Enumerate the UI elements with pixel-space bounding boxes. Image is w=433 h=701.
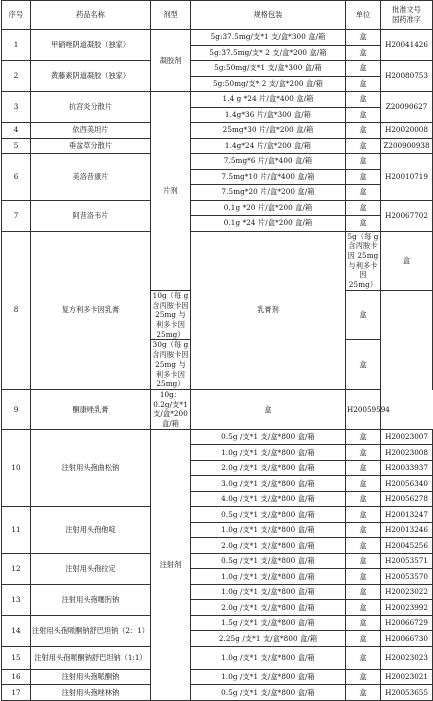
- cell-spec-package: 0.5g /支*1 支/盒*800 盒/箱: [191, 553, 346, 569]
- cell-drug-name: 注射用头孢拉定: [31, 553, 151, 584]
- cell-unit: 盒: [346, 615, 381, 631]
- cell-spec-package: 3.0g /支*1 支/盒*800 盒/箱: [191, 476, 346, 492]
- cell-approval-no: H20013246: [381, 522, 433, 538]
- cell-spec-package: 1.4 g *24 片/盒*400 盒/箱: [191, 92, 346, 108]
- table-row: [2, 507, 433, 523]
- cell-no: 14: [2, 615, 31, 646]
- cell-approval-no: Z200900938: [381, 138, 433, 154]
- cell-spec-package: 7.5mg*6 片/盒*400 盒/箱: [191, 154, 346, 170]
- cell-spec-package: 0.1g *24 片/盒*200 盒/箱: [191, 216, 346, 232]
- cell-spec-package: 1.4g*24 片/盒*200 盒/箱: [191, 138, 346, 154]
- cell-spec-package: 5g:37.5mg/支* 2 支/盒*200 盒/箱: [191, 45, 346, 61]
- cell-drug-name: 复方利多卡因乳膏: [31, 231, 151, 390]
- cell-approval-no: H20053570: [381, 569, 433, 585]
- cell-spec-package: 1.0g /支*1 支/盒*800 盒/箱: [191, 584, 346, 600]
- table-row: [2, 584, 433, 600]
- cell-no: 4: [2, 123, 31, 139]
- cell-unit: 盒: [346, 538, 381, 554]
- cell-drug-name: 抗宫炎分散片: [31, 92, 151, 123]
- cell-unit: 盒: [346, 460, 381, 476]
- cell-spec-package: 30g（每 g 含丙胺卡因 25mg 与利多卡因 25mg）: [152, 340, 189, 389]
- table-row: [2, 669, 433, 685]
- cell-approval-no: H20023008: [381, 445, 433, 461]
- header-drug-name: 药品名称: [31, 1, 151, 30]
- cell-approval-no: H20056340: [381, 476, 433, 492]
- cell-drug-name: 注射用头孢曲松钠: [31, 429, 151, 507]
- cell-spec-package: 5g:50mg/支* 2 支/盒*200 盒/箱: [191, 76, 346, 92]
- cell-spec-package: 0.5g /支*1 支/盒*800 盒/箱: [191, 685, 346, 701]
- cell-approval-no: H20066730: [381, 631, 433, 647]
- cell-unit: 盒: [346, 631, 381, 647]
- table-row: [2, 154, 433, 170]
- cell-approval-no: H20067702: [381, 200, 433, 231]
- cell-no: 7: [2, 200, 31, 231]
- cell-spec-package: 0.5g /支*1 支/盒*800 盒/箱: [191, 429, 346, 445]
- cell-drug-name: 注射用头孢唑林钠: [31, 685, 151, 701]
- cell-spec-package: 0.1g *20 片/盒*200 盒/箱: [191, 200, 346, 216]
- cell-unit: 盒: [191, 390, 346, 430]
- cell-no: 1: [2, 30, 31, 61]
- header-unit: 单位: [346, 1, 381, 30]
- cell-spec-package: 25mg*30 片/盒*200 盒/箱: [191, 123, 346, 139]
- cell-no: 13: [2, 584, 31, 615]
- cell-unit: 盒: [346, 200, 381, 216]
- header-dosage-form: 剂型: [151, 1, 191, 30]
- cell-unit: 盒: [346, 507, 381, 523]
- table-row: [2, 429, 433, 445]
- cell-approval-no: H20033937: [381, 460, 433, 476]
- cell-dosage-form: 乳膏剂: [191, 231, 346, 390]
- cell-approval-no: H20020008: [381, 123, 433, 139]
- cell-spec-package: 1.0g /支*1 支/盒*800 盒/箱: [191, 445, 346, 461]
- cell-spec-package: 1.0g /支*1 支/盒*800 盒/箱: [191, 669, 346, 685]
- cell-unit: 盒: [346, 107, 381, 123]
- cell-drug-name: 阿昔洛韦片: [31, 200, 151, 231]
- cell-spec-package: 1.4g*36 片/盒*300 盒/箱: [191, 107, 346, 123]
- cell-approval-no: H20080753: [381, 61, 433, 92]
- cell-spec-package: 1.0g /支*1 支/盒*800 盒/箱: [191, 522, 346, 538]
- cell-unit: 盒: [381, 231, 433, 290]
- cell-drug-name: 黄藤素阴道凝胶（独家）: [31, 61, 151, 92]
- cell-approval-no: H20023022: [381, 584, 433, 600]
- cell-unit: 盒: [346, 92, 381, 108]
- cell-drug-name: 注射用头孢他啶: [31, 507, 151, 554]
- cell-drug-name: 垂盆草分散片: [31, 138, 151, 154]
- cell-approval-no: H20013247: [381, 507, 433, 523]
- header-approval-no: 批准文号 国药准字: [381, 1, 433, 30]
- cell-drug-name: 美洛昔康片: [31, 154, 151, 201]
- table-row: [2, 123, 433, 139]
- header-spec-package: 规格包装: [191, 1, 346, 30]
- cell-spec-package: 5g:50mg/支*1 支/盒*300 盒/箱: [191, 61, 346, 77]
- cell-no: 5: [2, 138, 31, 154]
- table-body: [2, 30, 433, 701]
- cell-drug-name: 酮康唑乳膏: [31, 390, 151, 430]
- cell-no: 10: [2, 429, 31, 507]
- cell-approval-no: H20023007: [381, 429, 433, 445]
- cell-unit: 盒: [346, 646, 381, 669]
- cell-unit: 盒: [346, 76, 381, 92]
- cell-unit: 盒: [346, 290, 381, 340]
- cell-approval-no: Z20090627: [381, 92, 433, 123]
- cell-no: 9: [2, 390, 31, 430]
- cell-approval-no: H20066729: [381, 615, 433, 631]
- cell-unit: 盒: [346, 491, 381, 507]
- table-row: [2, 30, 433, 46]
- cell-no: 8: [2, 231, 31, 390]
- table-row: [2, 685, 433, 701]
- cell-unit: 盒: [346, 600, 381, 616]
- cell-unit: 盒: [346, 45, 381, 61]
- cell-unit: 盒: [346, 569, 381, 585]
- cell-no: 3: [2, 92, 31, 123]
- cell-unit: 盒: [346, 340, 381, 390]
- cell-no: 15: [2, 646, 31, 669]
- cell-spec-package: 4.0g /支*1 支/盒*800 盒/箱: [191, 491, 346, 507]
- drug-catalog-table: [1, 0, 433, 701]
- cell-unit: 盒: [346, 584, 381, 600]
- cell-drug-name: 注射用头孢哌酮钠舒巴坦钠（1:1）: [31, 646, 151, 669]
- cell-drug-name: 依西美坦片: [31, 123, 151, 139]
- cell-dosage-form: 凝胶剂: [151, 30, 191, 92]
- cell-unit: 盒: [346, 685, 381, 701]
- header-no: 序号: [2, 1, 31, 30]
- cell-approval-no: H20023023: [381, 646, 433, 669]
- cell-spec-package: 1.5g /支*1 支/盒*800 盒/箱: [191, 615, 346, 631]
- cell-spec-package: 2.0g /支*1 支/盒*800 盒/箱: [191, 460, 346, 476]
- header-row: [2, 1, 433, 30]
- cell-drug-name: 注射用头孢哌酮钠舒巴坦钠（2：1）: [31, 615, 151, 646]
- cell-dosage-form: 片剂: [151, 92, 191, 291]
- cell-spec-package: 7.5mg*10 片/盒*400 盒/箱: [191, 169, 346, 185]
- cell-approval-no: H20053655: [381, 685, 433, 701]
- cell-no: 6: [2, 154, 31, 201]
- cell-unit: 盒: [346, 61, 381, 77]
- cell-unit: 盒: [346, 123, 381, 139]
- cell-spec-package: 5g:37.5mg/支*1 支/盒*300 盒/箱: [191, 30, 346, 46]
- cell-unit: 盒: [346, 669, 381, 685]
- table-row: [2, 553, 433, 569]
- table-row: [2, 231, 433, 290]
- cell-unit: 盒: [346, 169, 381, 185]
- cell-approval-no: H20059594: [346, 390, 381, 430]
- cell-spec-package: 5g（每 g 含丙胺卡因 25mg 与利多卡因 25mg）: [347, 231, 379, 290]
- cell-no: 12: [2, 553, 31, 584]
- cell-dosage-form: 注射剂: [151, 429, 191, 700]
- drug-catalog-table-container: [1, 0, 432, 701]
- cell-no: 2: [2, 61, 31, 92]
- table-row: [2, 61, 433, 77]
- cell-no: 16: [2, 669, 31, 685]
- cell-spec-package: 2.0g /支*1 支/盒*800 盒/箱: [191, 538, 346, 554]
- cell-approval-no: H20010719: [381, 154, 433, 201]
- cell-unit: 盒: [346, 476, 381, 492]
- cell-spec-package: 7.5mg*20 片/盒*200 盒/箱: [191, 185, 346, 201]
- table-row: [2, 615, 433, 631]
- cell-spec-package: 2.25g /支*1 支/盒*800 盒/箱: [191, 631, 346, 647]
- cell-unit: 盒: [346, 445, 381, 461]
- cell-unit: 盒: [346, 216, 381, 232]
- cell-spec-package: 1.0g /支*1 支/盒*800 盒/箱: [191, 646, 346, 669]
- cell-approval-no: H20056278: [381, 491, 433, 507]
- cell-unit: 盒: [346, 154, 381, 170]
- table-row: [2, 200, 433, 216]
- table-row: [2, 138, 433, 154]
- table-row: [2, 92, 433, 108]
- cell-approval-no: H20023021: [381, 669, 433, 685]
- cell-unit: 盒: [346, 185, 381, 201]
- cell-spec-package: 0.5g /支*1 支/盒*800 盒/箱: [191, 507, 346, 523]
- table-row: [2, 646, 433, 669]
- cell-unit: 盒: [346, 30, 381, 46]
- cell-unit: 盒: [346, 429, 381, 445]
- cell-approval-no: H20041426: [381, 30, 433, 61]
- cell-spec-package: 2.0g /支*1 支/盒*800 盒/箱: [191, 600, 346, 616]
- cell-approval-no: H20045256: [381, 538, 433, 554]
- table-row: [2, 390, 433, 430]
- cell-spec-package: 10g：0.2g/支*1 支/盒*200 盒/箱: [151, 390, 191, 430]
- cell-unit: 盒: [346, 553, 381, 569]
- cell-unit: 盒: [346, 138, 381, 154]
- cell-spec-package: 10g（每 g 含丙胺卡因 25mg 与利多卡因 25mg）: [152, 290, 189, 339]
- cell-no: 17: [2, 685, 31, 701]
- cell-drug-name: 甲硝唑阴道凝胶（独家）: [31, 30, 151, 61]
- cell-spec-package: 1.0g /支*1 支/盒*800 盒/箱: [191, 569, 346, 585]
- cell-drug-name: 注射用头孢哌酮钠: [31, 669, 151, 685]
- cell-no: 11: [2, 507, 31, 554]
- cell-approval-no: H20053571: [381, 553, 433, 569]
- cell-drug-name: 注射用头孢噻肟钠: [31, 584, 151, 615]
- cell-unit: 盒: [346, 522, 381, 538]
- cell-approval-no: H20023992: [381, 600, 433, 616]
